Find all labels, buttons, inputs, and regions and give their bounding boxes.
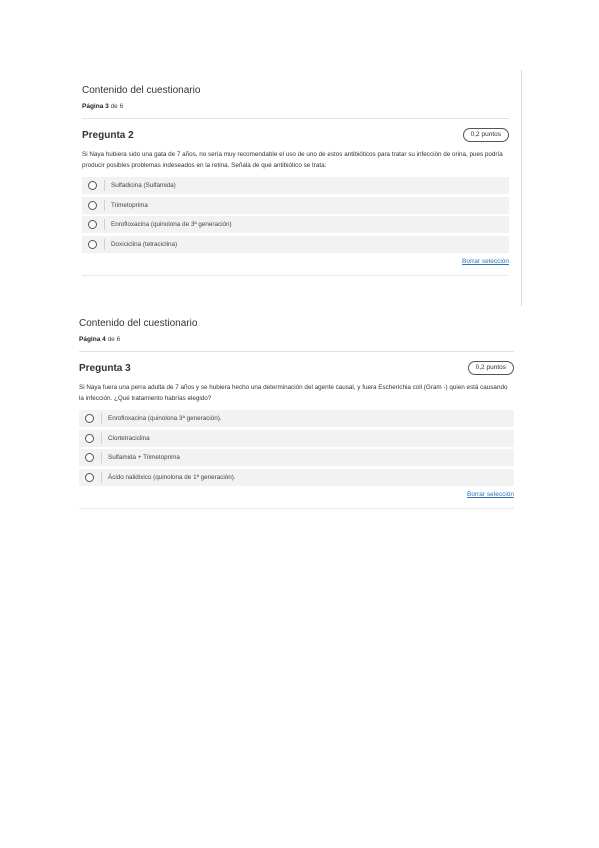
- answer-option[interactable]: [79, 449, 514, 466]
- radio-button[interactable]: [85, 434, 94, 443]
- clear-selection-wrap: [82, 258, 509, 265]
- option-label: Enrofloxacina (quinolona de 3ª generación): [111, 221, 232, 228]
- section-title: Contenido del cuestionario: [82, 85, 201, 96]
- clear-selection-link[interactable]: Borrar selección: [467, 490, 514, 498]
- question-title: Pregunta 2: [82, 129, 134, 141]
- answer-option[interactable]: [79, 410, 514, 427]
- answer-option[interactable]: [79, 430, 514, 447]
- option-label: Ácido nalidixico (quinolona de 1ª generación).: [108, 473, 236, 481]
- points-badge: 0,2 puntos: [468, 361, 514, 375]
- option-label: Trimetoprima: [111, 201, 148, 209]
- answer-option[interactable]: [82, 236, 509, 253]
- answer-option[interactable]: [82, 197, 509, 214]
- answer-options: [82, 177, 509, 253]
- radio-button[interactable]: [85, 473, 94, 482]
- divider: [82, 275, 509, 276]
- divider-vertical: [521, 70, 522, 306]
- option-separator: [104, 239, 105, 250]
- radio-button[interactable]: [88, 240, 97, 249]
- option-label: Sulfadicina (Sulfamida): [111, 182, 176, 189]
- divider: [82, 118, 509, 119]
- radio-button[interactable]: [88, 201, 97, 210]
- option-separator: [101, 472, 102, 483]
- page-indicator: [82, 103, 509, 111]
- clear-selection-wrap: [79, 491, 514, 498]
- question-header: [82, 127, 509, 143]
- divider: [79, 351, 514, 352]
- option-separator: [101, 452, 102, 463]
- quiz-section-page-4: [79, 318, 514, 509]
- answer-options: [79, 410, 514, 486]
- radio-button[interactable]: [88, 220, 97, 229]
- answer-option[interactable]: [82, 216, 509, 233]
- answer-option[interactable]: [79, 469, 514, 486]
- option-label: Enrofloxacina (quinolona 3ª generación).: [108, 415, 222, 422]
- option-separator: [101, 413, 102, 424]
- page-number: 3: [105, 103, 109, 110]
- option-separator: [104, 219, 105, 230]
- radio-button[interactable]: [85, 414, 94, 423]
- points-badge: 0,2 puntos: [463, 128, 509, 142]
- radio-button[interactable]: [88, 181, 97, 190]
- radio-button[interactable]: [85, 453, 94, 462]
- answer-option[interactable]: [82, 177, 509, 194]
- question-text: Si Naya fuera una perra adulta de 7 años y se hubiera hecho una determinación del agente causal, y fuera Escherichia coli (Gram -) quien está causando la infección. ¿Qué tratamiento habrías elegido?: [79, 384, 508, 402]
- page-number: 4: [102, 336, 106, 343]
- page-indicator: [79, 336, 514, 344]
- page-label: Página: [82, 103, 104, 110]
- clear-selection-link[interactable]: Borrar selección: [462, 257, 509, 265]
- option-separator: [104, 200, 105, 211]
- page-label: Página: [79, 336, 101, 343]
- option-label: Sulfamida + Trimetoprima: [108, 454, 180, 461]
- section-title: Contenido del cuestionario: [79, 318, 198, 329]
- question-header: [79, 360, 514, 376]
- page-of: de 6: [110, 103, 124, 110]
- question-text: Si Naya hubiera sido una gata de 7 años, no sería muy recomendable el uso de uno de estos antibióticos para tratar su infección de orina, pues podría producir posibles problemas indeseados en la retina. Señala de qué antibiótico se trata:: [82, 151, 503, 169]
- divider: [79, 508, 514, 509]
- option-label: Clortetraciclina: [108, 434, 150, 442]
- option-separator: [104, 180, 105, 191]
- option-separator: [101, 433, 102, 444]
- page-of: de 6: [107, 336, 121, 343]
- question-title: Pregunta 3: [79, 362, 131, 374]
- option-label: Doxiciclina (tetraciclina): [111, 240, 178, 248]
- quiz-section-page-3: [82, 85, 509, 276]
